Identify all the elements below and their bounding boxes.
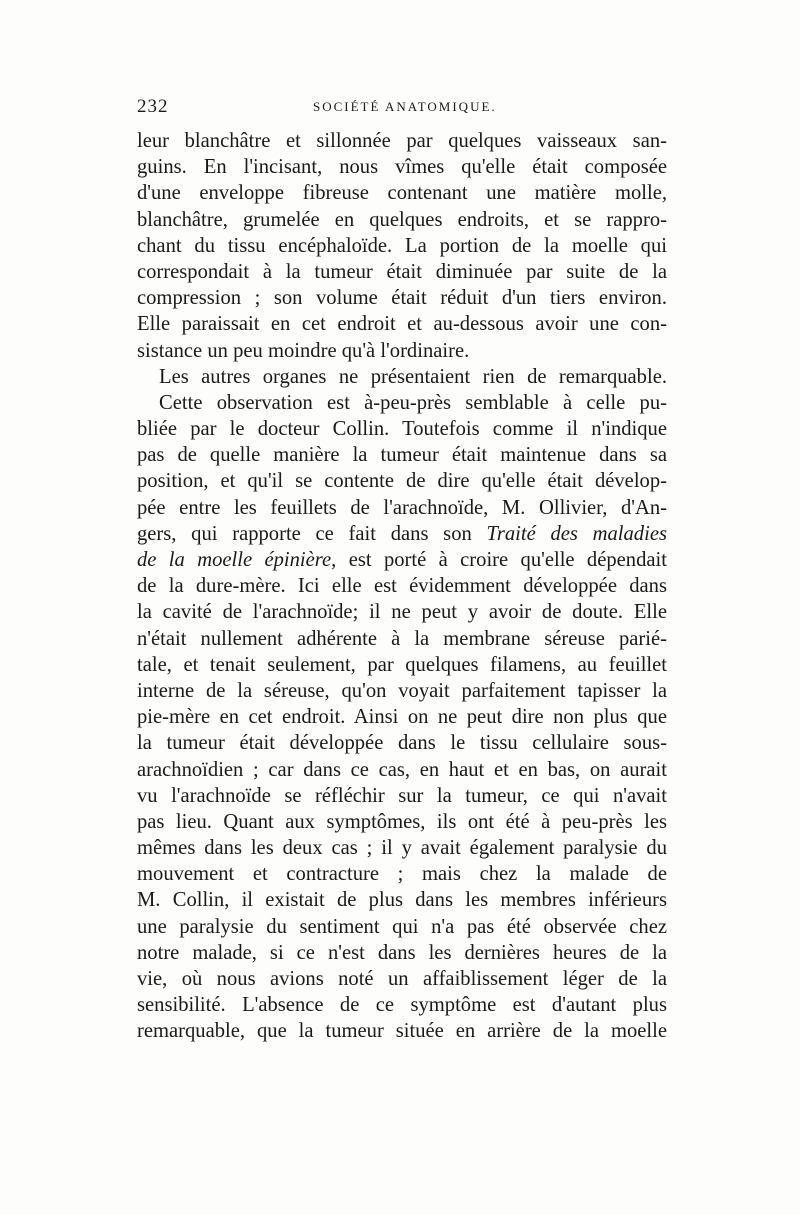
text-line: de la dure-mère. Ici elle est évidemment développée dans: [137, 575, 667, 598]
text-line: interne de la séreuse, qu'on voyait parfaitement tapisser la: [137, 679, 667, 702]
text-segment: est porté à croire qu'elle dépendait: [336, 549, 667, 571]
text-line: compression ; son volume était réduit d'un tiers environ.: [137, 287, 667, 310]
text-line: une paralysie du sentiment qui n'a pas été observée chez: [137, 915, 667, 938]
text-line: sistance un peu moindre qu'à l'ordinaire.: [137, 339, 470, 362]
page-number: 232: [137, 96, 169, 117]
text-line: chant du tissu encéphaloïde. La portion de la moelle qui: [137, 234, 667, 257]
running-title: SOCIÉTÉ ANATOMIQUE.: [313, 99, 497, 114]
text-line: n'était nullement adhérente à la membrane séreuse parié-: [137, 627, 667, 650]
text-line: pas de quelle manière la tumeur était maintenue dans sa: [137, 444, 667, 467]
text-line: bliée par le docteur Collin. Toutefois comme il n'indique: [137, 418, 667, 441]
text-line: pée entre les feuillets de l'arachnoïde, M. Ollivier, d'An-: [137, 496, 667, 519]
text-line: leur blanchâtre et sillonnée par quelques vaisseaux san-: [137, 130, 667, 152]
text-line-mixed: [137, 547, 667, 573]
text-line: correspondait à la tumeur était diminuée par suite de la: [137, 260, 667, 283]
text-line: arachnoïdien ; car dans ce cas, en haut et en bas, on aurait: [137, 758, 667, 781]
text-line: pas lieu. Quant aux symptômes, ils ont été à peu-près les: [137, 810, 667, 833]
text-line: Elle paraissait en cet endroit et au-dessous avoir une con-: [137, 313, 667, 336]
text-line: d'une enveloppe fibreuse contenant une matière molle,: [137, 182, 667, 205]
text-line: la tumeur était développée dans le tissu cellulaire sous-: [137, 732, 667, 755]
text-line: mêmes dans les deux cas ; il y avait également paralysie du: [137, 837, 667, 860]
body-text: [137, 128, 667, 1045]
text-line: guins. En l'incisant, nous vîmes qu'elle était composée: [137, 156, 667, 179]
book-title-italic: Traité des maladies: [486, 522, 667, 545]
text-line-mixed: [137, 521, 667, 547]
running-head: [137, 96, 665, 120]
text-line: mouvement et contracture ; mais chez la malade de: [137, 863, 667, 886]
text-line: remarquable, que la tumeur située en arrière de la moelle: [137, 1020, 667, 1043]
text-line: M. Collin, il existait de plus dans les membres inférieurs: [137, 889, 667, 912]
text-line: position, et qu'il se contente de dire qu'elle était dévelop-: [137, 470, 667, 493]
text-line: Les autres organes ne présentaient rien de remarquable.: [159, 365, 667, 388]
text-line: tale, et tenait seulement, par quelques filamens, au feuillet: [137, 653, 667, 676]
text-segment: gers, qui rapporte ce fait dans son: [137, 522, 487, 545]
text-line: vu l'arachnoïde se réfléchir sur la tumeur, ce qui n'avait: [137, 784, 667, 807]
text-line: Cette observation est à-peu-près semblable à celle pu-: [159, 391, 667, 414]
text-line: sensibilité. L'absence de ce symptôme est d'autant plus: [137, 994, 667, 1017]
text-line: blanchâtre, grumelée en quelques endroits, et se rappro-: [137, 208, 667, 231]
text-line: vie, où nous avions noté un affaiblissement léger de la: [137, 968, 667, 990]
text-line: pie-mère en cet endroit. Ainsi on ne peut dire non plus que: [137, 706, 667, 729]
text-line: la cavité de l'arachnoïde; il ne peut y avoir de doute. Elle: [137, 601, 667, 624]
book-title-italic: de la moelle épinière,: [137, 549, 337, 571]
text-line: notre malade, si ce n'est dans les dernières heures de la: [137, 941, 667, 964]
